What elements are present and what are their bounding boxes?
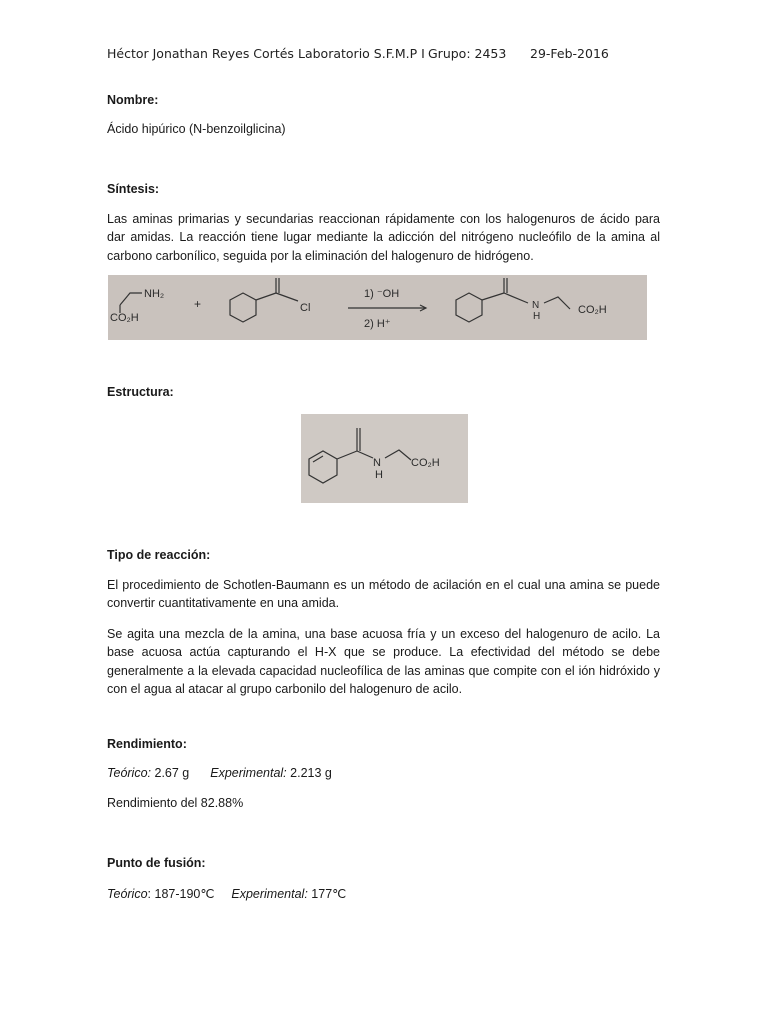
nombre-heading: Nombre: [107, 93, 159, 107]
reaction-scheme-drawing [108, 275, 647, 340]
scheme-product-h: H [533, 311, 541, 322]
rendimiento-experimental-value: 2.213 g [290, 766, 332, 780]
fusion-teorico-value: : 187-190℃ [147, 887, 215, 901]
fusion-values [107, 886, 346, 901]
fusion-teorico-label: Teórico [107, 887, 148, 901]
rendimiento-result: Rendimiento del 82.88% [107, 796, 244, 810]
rendimiento-experimental-label: Experimental: [210, 766, 287, 780]
nombre-text: Ácido hipúrico (N-benzoilglicina) [107, 122, 286, 136]
scheme-step1: 1) ⁻OH [364, 288, 400, 300]
header-date: 29-Feb-2016 [530, 46, 609, 61]
scheme-reactant1-bottom: CO₂H [110, 312, 139, 324]
tipo-paragraph-1: El procedimiento de Schotlen-Baumann es un método de acilación en el cual una amina se puede convertir cuantitativamente en una amida. [107, 578, 660, 611]
tipo-heading: Tipo de reacción: [107, 548, 211, 562]
structure-drawing [301, 414, 468, 503]
structure-n: N [373, 457, 381, 469]
structure-image [301, 414, 468, 503]
scheme-reactant1-top: NH₂ [144, 288, 165, 300]
scheme-step2: 2) H⁺ [364, 318, 391, 330]
scheme-plus: + [194, 297, 202, 311]
scheme-product-acid: CO₂H [578, 304, 607, 316]
rendimiento-teorico-value: 2.67 g [154, 766, 190, 780]
header-author: Héctor Jonathan Reyes Cortés [107, 46, 294, 61]
header-group: Grupo: 2453 [428, 46, 507, 61]
sintesis-heading: Síntesis: [107, 182, 160, 196]
fusion-experimental-label: Experimental: [231, 887, 308, 901]
rendimiento-heading: Rendimiento: [107, 737, 187, 751]
rendimiento-values [107, 766, 332, 780]
fusion-experimental-value: 177℃ [311, 887, 347, 901]
sintesis-paragraph: Las aminas primarias y secundarias reaccionan rápidamente con los halogenuros de ácido para dar amidas. La reacción tiene lugar mediante la adicción del nitrógeno nucleófilo de la amina al carbono carbonílico, seguida por la eliminación del halogenuro de hidrógeno. [107, 212, 660, 263]
reaction-scheme-image [108, 275, 647, 340]
fusion-heading: Punto de fusión: [107, 856, 206, 870]
structure-h: H [375, 469, 383, 481]
page-header [107, 46, 728, 66]
rendimiento-teorico-label: Teórico: [107, 766, 152, 780]
tipo-paragraph-2: Se agita una mezcla de la amina, una base acuosa fría y un exceso del halogenuro de acilo. La base acuosa actúa capturando el H-X que se produce. La efectividad del método se debe generalmente a la elevada capacidad nucleofílica de las aminas que compite con el ión hidróxido y con el agua al atacar al grupo carbonilo del halogenuro de acilo. [107, 627, 660, 697]
header-lab: Laboratorio S.F.M.P I [298, 46, 425, 61]
estructura-heading: Estructura: [107, 385, 174, 399]
scheme-product-n: N [532, 300, 540, 311]
structure-acid: CO₂H [411, 457, 440, 469]
scheme-acyl-chloride: Cl [300, 302, 311, 314]
